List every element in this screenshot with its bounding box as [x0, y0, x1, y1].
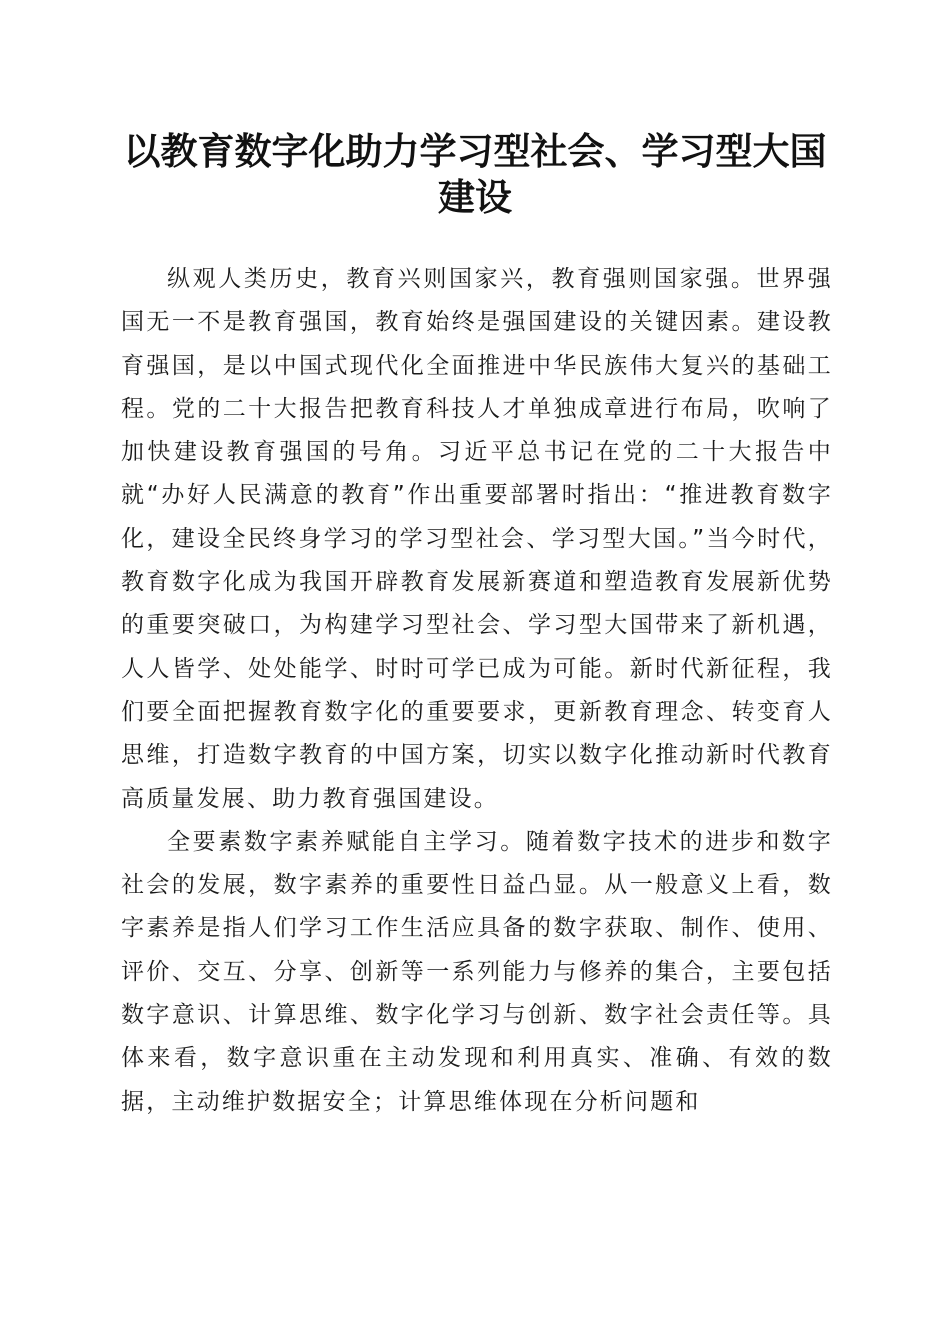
paragraph-2: 全要素数字素养赋能自主学习。随着数字技术的进步和数字社会的发展，数字素养的重要性日益凸显。从一般意义上看，数字素养是指人们学习工作生活应具备的数字获取、制作、使用、评价、交互、分享、创新等一系列能力与修养的集合，主要包括数字意识、计算思维、数字化学习与创新、数字社会责任等。具体来看，数字意识重在主动发现和利用真实、准确、有效的数据，主动维护数据安全；计算思维体现在分析问题和 [121, 828, 833, 1115]
document-title: 以教育数字化助力学习型社会、学习型大国建设 [123, 129, 827, 219]
document-body [121, 258, 833, 1124]
paragraph-1: 纵观人类历史，教育兴则国家兴，教育强则国家强。世界强国无一不是教育强国，教育始终是强国建设的关键因素。建设教育强国，是以中国式现代化全面推进中华民族伟大复兴的基础工程。党的二十大报告把教育科技人才单独成章进行布局，吹响了加快建设教育强国的号角。习近平总书记在党的二十大报告中就“办好人民满意的教育”作出重要部署时指出：“推进教育数字化，建设全民终身学习的学习型社会、学习型大国。”当今时代，教育数字化成为我国开辟教育发展新赛道和塑造教育发展新优势的重要突破口，为构建学习型社会、学习型大国带来了新机遇，人人皆学、处处能学、时时可学已成为可能。新时代新征程，我们要全面把握教育数字化的重要要求，更新教育理念、转变育人思维，打造数字教育的中国方案，切实以数字化推动新时代教育高质量发展、助力教育强国建设。 [121, 266, 833, 812]
